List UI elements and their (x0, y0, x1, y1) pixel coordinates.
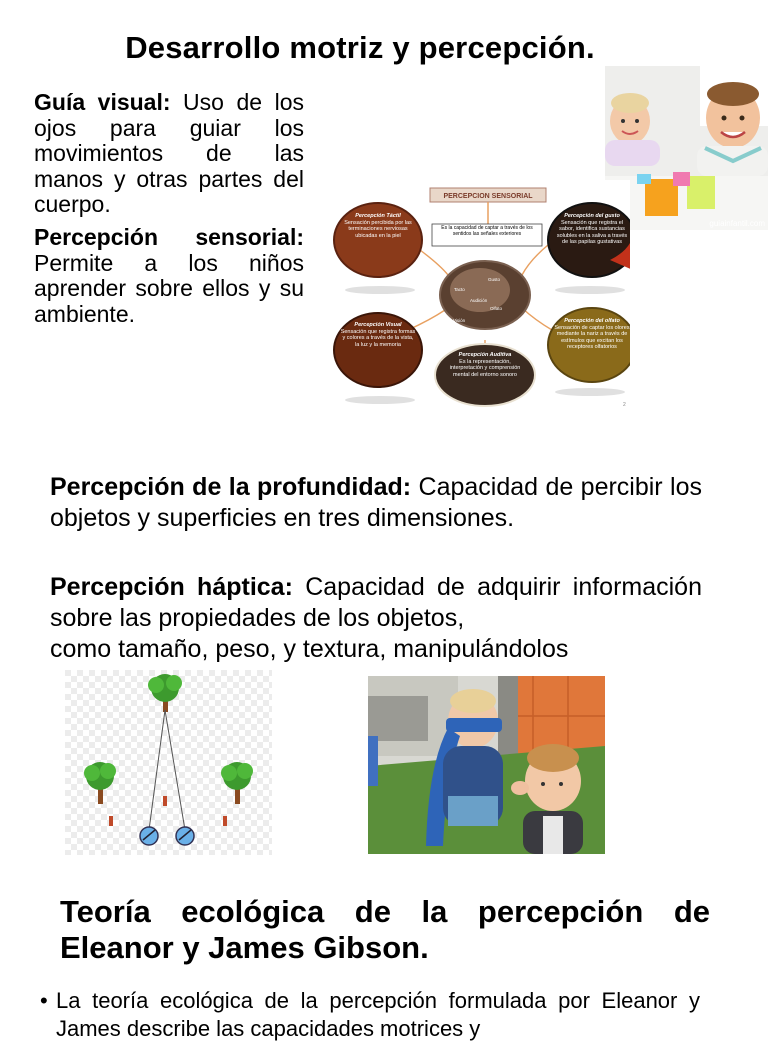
node-gusto-title: Percepción del gusto (564, 213, 620, 219)
center-label-olfato: Olfato (490, 306, 503, 311)
node-olfato-desc: Sensación de captar los olores mediante la nariz a través de estímulos que excitan los receptores olfatorios (554, 324, 630, 350)
percepcion-haptica-text: Capacidad de adquirir información sobre las propiedades de los objetos, (50, 573, 702, 632)
node-auditiva-title: Percepción Auditiva (458, 352, 512, 358)
blindfolded-kids-photo (368, 676, 605, 854)
page-title: Desarrollo motriz y percepción. (125, 30, 595, 65)
depth-trees-illustration (65, 670, 272, 855)
center-label-audicion: Audición (470, 298, 488, 303)
node-tactil-title: Percepción Táctil (355, 213, 401, 219)
guia-visual-paragraph (34, 90, 304, 218)
center-label-gusto: Gusto (488, 277, 501, 282)
guia-visual-text: Uso de los ojos para guiar los movimientos de las manos y otras partes del cuerpo. (34, 89, 304, 217)
node-olfato-title: Percepción del olfato (564, 318, 620, 324)
bullet-text: La teoría ecológica de la percepción formulada por Eleanor y James describe las capacidades motrices y (56, 988, 700, 1041)
percepcion-haptica-paragraph (50, 572, 702, 665)
percepcion-sensorial-text: Permite a los niños aprender sobre ellos y su ambiente. (34, 249, 304, 327)
babies-watermark: guiainfantil.com (709, 219, 765, 228)
center-label-vision: Visión (453, 318, 466, 323)
percepcion-haptica-last-line: como tamaño, peso, y textura, manipulándolos (50, 635, 569, 663)
percepcion-profundidad-text: Capacidad de percibir los objetos y superficies en tres dimensiones. (50, 473, 702, 532)
percepcion-sensorial-term: Percepción sensorial: (34, 224, 304, 250)
node-visual-title: Percepción Visual (354, 322, 402, 328)
percepcion-profundidad-paragraph (50, 472, 702, 534)
node-auditiva-desc: Es la representación, interpretación y comprensión mental del entorno sonoro (449, 358, 521, 378)
percepcion-haptica-term: Percepción háptica: (50, 573, 293, 601)
percepcion-sensorial-paragraph (34, 225, 304, 327)
ecological-theory-bullet (40, 987, 700, 1043)
guia-visual-term: Guía visual: (34, 89, 171, 115)
sensory-perception-diagram (330, 180, 630, 410)
node-gusto-desc: Sensación que registra el sabor, identifica sustancias solubles en la saliva a través de las papilas gustativas (556, 219, 628, 245)
bullet-symbol: • (40, 988, 48, 1013)
node-visual-desc: Sensación que registra formas y colores a través de la vista, la luz y la memoria (340, 328, 416, 348)
diagram-definition: Es la capacidad de captar a través de los sentidos las señales exteriores (441, 225, 533, 237)
diagram-page-number: 2 (623, 402, 626, 408)
center-label-tacto: Tacto (454, 287, 465, 292)
percepcion-profundidad-term: Percepción de la profundidad: (50, 473, 412, 501)
ecological-theory-heading: Teoría ecológica de la percepción de Eleanor y James Gibson. (60, 894, 710, 965)
node-tactil-desc: Sensación percibida por las terminaciones nerviosas ubicadas en la piel (344, 219, 412, 239)
diagram-header: PERCEPCION SENSORIAL (443, 193, 533, 200)
